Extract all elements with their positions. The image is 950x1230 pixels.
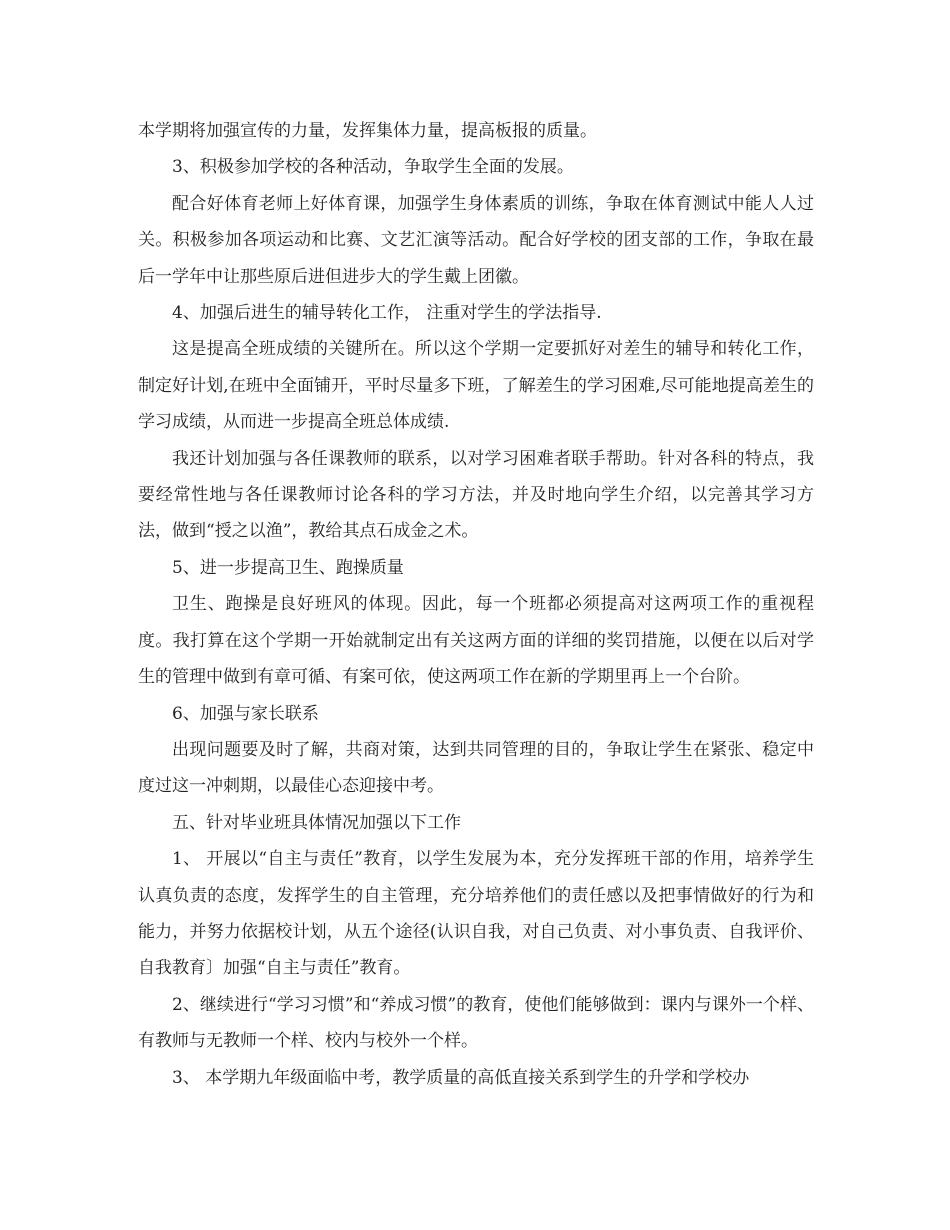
paragraph-continuation: 本学期将加强宣传的力量，发挥集体力量，提高板报的质量。 bbox=[138, 121, 597, 141]
paragraph-autonomy: 1、 开展以“自主与责任”教育，以学生发展为本，充分发挥班干部的作用，培养学生认真负责的态度，发挥学生的自主管理，充分培养他们的责任感以及把事情做好的行为和能力，并努力依据校计划，从五个途径(认识自我，对自己负责、对小事负责、自我评价、自我教育〕加强“自主与责任”教育。 bbox=[138, 849, 814, 979]
paragraph-habits: 2、继续进行“学习习惯”和“养成习惯”的教育，使他们能够做到：课内与课外一个样、有教师与无教师一个样、校内与校外一个样。 bbox=[138, 994, 814, 1052]
paragraph-tutoring: 这是提高全班成绩的关键所在。所以这个学期一定要抓好对差生的辅导和转化工作，制定好计划,在班中全面铺开，平时尽量多下班，了解差生的学习困难,尽可能地提高差生的学习成绩，从而进一步提高全班总体成绩. bbox=[138, 339, 814, 433]
heading-item-4: 4、加强后进生的辅导转化工作， 注重对学生的学法指导. bbox=[172, 303, 602, 324]
section-heading-five: 五、针对毕业班具体情况加强以下工作 bbox=[172, 812, 461, 833]
paragraph-teacher-contact: 我还计划加强与各任课教师的联系，以对学习困难者联手帮助。针对各科的特点，我要经常性地与各任课教师讨论各科的学习方法，并及时地向学生介绍，以完善其学习方法，做到“授之以渔”，教给其点石成金之术。 bbox=[138, 448, 814, 542]
heading-item-3: 3、积极参加学校的各种活动，争取学生全面的发展。 bbox=[172, 157, 574, 178]
paragraph-hygiene: 卫生、跑操是良好班风的体现。因此，每一个班都必须提高对这两项工作的重视程度。我打算在这个学期一开始就制定出有关这两方面的详细的奖罚措施，以便在以后对学生的管理中做到有章可循、有案可依，使这两项工作在新的学期里再上一个台阶。 bbox=[138, 594, 814, 688]
paragraph-exam: 3、 本学期九年级面临中考，教学质量的高低直接关系到学生的升学和学校办 bbox=[172, 1067, 750, 1088]
heading-item-6: 6、加强与家长联系 bbox=[172, 703, 319, 724]
paragraph-sports: 配合好体育老师上好体育课，加强学生身体素质的训练，争取在体育测试中能人人过关。积极参加各项运动和比赛、文艺汇演等活动。配合好学校的团支部的工作，争取在最后一学年中让那些原后进但进步大的学生戴上团徽。 bbox=[138, 193, 814, 287]
heading-item-5: 5、进一步提高卫生、跑操质量 bbox=[172, 557, 404, 578]
paragraph-parents: 出现问题要及时了解，共商对策，达到共同管理的目的，争取让学生在紧张、稳定中度过这一冲刺期，以最佳心态迎接中考。 bbox=[138, 739, 814, 797]
document-body bbox=[138, 113, 814, 1096]
